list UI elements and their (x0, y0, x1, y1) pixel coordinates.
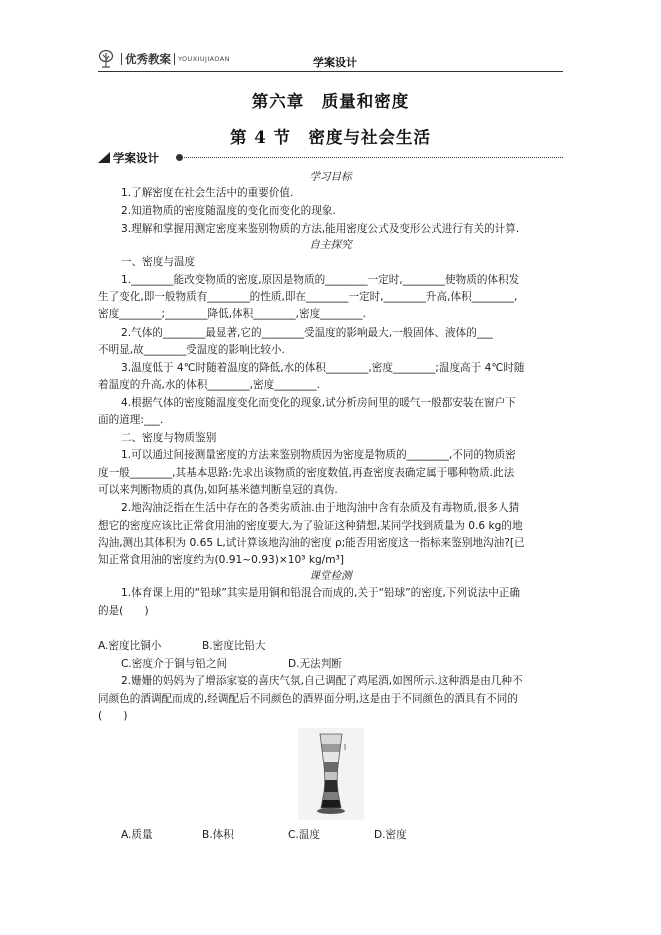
tree-icon (98, 50, 114, 68)
chapter-title: 第六章 质量和密度 (251, 92, 410, 111)
option-d: D.无法判断 (288, 658, 342, 670)
brand-separator (121, 53, 122, 65)
cocktail-glass-photo (298, 728, 364, 820)
option-b: B.体积 (202, 829, 234, 841)
question-line: 4.根据气体的密度随温度变化而变化的现象,试分析房间里的暖气一般都安装在窗户下 (121, 397, 516, 409)
brand-logo (98, 50, 230, 68)
question-line: 度一般________,其基本思路:先求出该物质的密度数值,再查密度表确定属于哪种物质.此法 (98, 467, 515, 479)
part1-heading: 一、密度与温度 (121, 256, 196, 268)
question-line: 密度________;________降低,体积________,密度________. (98, 308, 366, 320)
question-line: 1.________能改变物质的密度,原因是物质的________一定时,________使物质的体积发 (121, 274, 520, 286)
banner-label: 学案设计 (113, 151, 159, 165)
option-a: A.密度比铜小 (98, 640, 162, 652)
option-c: C.温度 (288, 829, 320, 841)
header-rule (98, 71, 563, 72)
section-title: 第 4 节 密度与社会生活 (230, 128, 431, 147)
question-line: 2.气体的________最显著,它的________受温度的影响最大,一般固体、液体的___ (121, 327, 493, 339)
question-line: 1.体育课上用的“铅球”其实是用铜和铅混合而成的,关于“铅球”的密度,下列说法中正确 (121, 587, 520, 599)
brand-name-en: YOUXIUJIAOAN (178, 55, 230, 63)
question-line: 生了变化,即一般物质有________的性质,即在________一定时,________升高,体积________, (98, 291, 518, 303)
option-c: C.密度介于铜与铅之间 (121, 658, 228, 670)
brand-separator (174, 53, 175, 65)
page-header (98, 44, 563, 74)
question-line: 知正常食用油的密度约为(0.91~0.93)×10³ kg/m³] (98, 554, 344, 566)
brand-name-cn: 优秀教案 (125, 52, 171, 66)
question-line: 沟油,测出其体积为 0.65 L,试计算该地沟油的密度 ρ;能否用密度这一指标来鉴别地沟油?[已 (98, 537, 525, 549)
question-line: 同颜色的酒调配而成的,经调配后不同颜色的酒界面分明,这是由于不同颜色的酒具有不同的 (98, 693, 518, 705)
question-line: 3.温度低于 4℃时随着温度的降低,水的体积________,密度________;温度高于 4℃时随 (121, 362, 525, 374)
option-a: A.质量 (121, 829, 153, 841)
goal-item: 1.了解密度在社会生活中的重要价值. (121, 187, 294, 199)
question-line: 不明显,故________受温度的影响比较小. (98, 344, 285, 356)
question-line: 着温度的升高,水的体积________,密度________. (98, 379, 320, 391)
question-line: 2.地沟油泛指在生活中存在的各类劣质油.由于地沟油中含有杂质及有毒物质,很多人猜 (121, 502, 520, 514)
part2-heading: 二、密度与物质鉴别 (121, 432, 217, 444)
option-b: B.密度比铅大 (202, 640, 266, 652)
question-line: ( ) (98, 710, 128, 722)
header-doc-type: 学案设计 (313, 56, 357, 69)
question-line: 的是( ) (98, 605, 149, 617)
goals-heading: 学习目标 (309, 171, 352, 183)
question-line: 2.姗姗的妈妈为了增添家宴的喜庆气氛,自己调配了鸡尾酒,如图所示.这种酒是由几种不 (121, 675, 523, 687)
question-line: 面的道理:___. (98, 414, 164, 426)
goal-item: 3.理解和掌握用测定密度来鉴别物质的方法,能用密度公式及变形公式进行有关的计算. (121, 223, 520, 235)
check-heading: 课堂检测 (309, 570, 352, 582)
explore-heading: 自主探究 (309, 239, 352, 251)
triangle-icon (98, 152, 110, 163)
section-banner (98, 150, 563, 166)
question-line: 1.可以通过间接测量密度的方法来鉴别物质因为密度是物质的________,不同的物质密 (121, 449, 516, 461)
goal-item: 2.知道物质的密度随温度的变化而变化的现象. (121, 205, 336, 217)
banner-dotted-line (182, 157, 563, 158)
question-line: 想它的密度应该比正常食用油的密度要大,为了验证这种猜想,某同学找到质量为 0.6 kg的地 (98, 520, 523, 532)
option-d: D.密度 (374, 829, 407, 841)
question-line: 可以来判断物质的真伪,如阿基米德判断皇冠的真伪. (98, 484, 338, 496)
